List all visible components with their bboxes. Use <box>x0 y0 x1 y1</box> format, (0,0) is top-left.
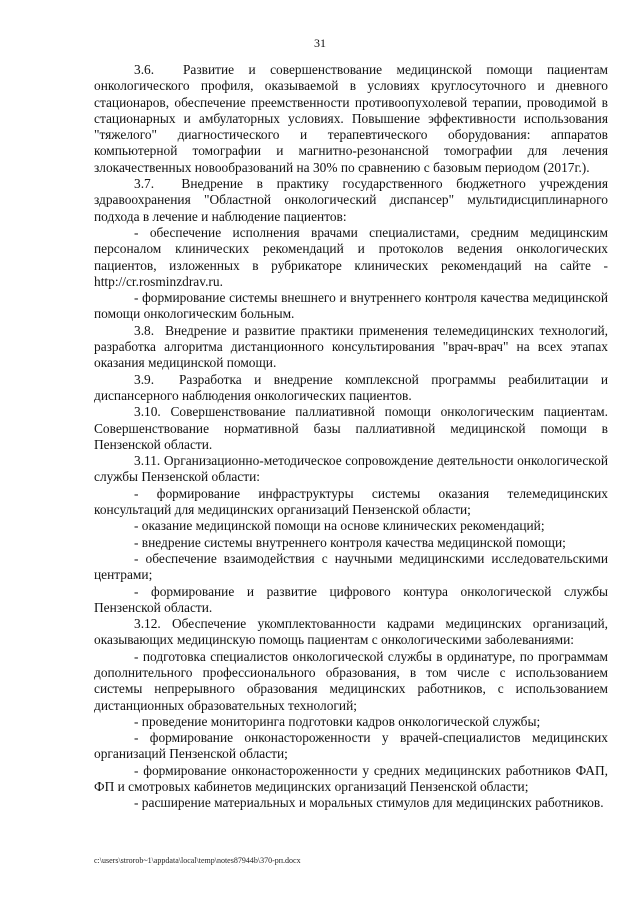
list-item: - формирование онконастороженности у средних медицинских работников ФАП, ФП и смотровых кабинетов медицинских организаций Пензенской области; <box>94 762 608 795</box>
list-item: - формирование онконастороженности у врачей-специалистов медицинских организаций Пензенской области; <box>94 730 608 762</box>
paragraph-3-10: 3.10. Совершенствование паллиативной помощи онкологическим пациентам. Совершенствование нормативной базы паллиативной медицинской помощи в Пензенской области. <box>94 404 608 452</box>
list-item: - формирование системы внешнего и внутреннего контроля качества медицинской помощи онкологическим больным. <box>94 290 608 322</box>
paragraph-3-11: 3.11. Организационно-методическое сопровождение деятельности онкологической службы Пензенской области: <box>94 453 608 485</box>
document-body <box>94 62 608 812</box>
paragraph-3-7: 3.7. Внедрение в практику государственного бюджетного учреждения здравоохранения "Областной онкологический диспансер" мультидисциплинарного подхода в лечение и наблюдение пациентов: <box>94 176 608 224</box>
page-number: 31 <box>314 36 326 50</box>
list-item: - обеспечение взаимодействия с научными медицинскими исследовательскими центрами; <box>94 550 608 583</box>
footer-file-path: c:\users\strorob~1\appdata\local\temp\notes87944b\370-рп.docx <box>94 856 301 865</box>
paragraph-3-9: 3.9. Разработка и внедрение комплексной программы реабилитации и диспансерного наблюдения онкологических пациентов. <box>94 371 608 403</box>
paragraph-3-6: 3.6. Развитие и совершенствование медицинской помощи пациентам онкологического профиля, оказываемой в условиях круглосуточного и дневного стационаров, обеспечение преемственности противоопухолевой терапии, проводимой в стационарных и амбулаторных условиях. Повышение эффективности использования "тяжелого" диагностического и терапевтического оборудования: аппаратов компьютерной томографии и магнитно-резонансной томографии для лечения злокачественных новообразований на 30% по сравнению с базовым периодом (2017г.). <box>94 62 608 175</box>
list-item: - формирование инфраструктуры системы оказания телемедицинских консультаций для медицинских организаций Пензенской области; <box>94 485 608 518</box>
paragraph-3-8: 3.8. Внедрение и развитие практики применения телемедицинских технологий, разработка алгоритма дистанционного консультирования "врач-врач" на всех этапах оказания медицинской помощи. <box>94 322 608 371</box>
list-item: - проведение мониторинга подготовки кадров онкологической службы; <box>134 713 541 729</box>
list-item: - внедрение системы внутреннего контроля качества медицинской помощи; <box>134 534 566 550</box>
paragraph-3-12: 3.12. Обеспечение укомплектованности кадрами медицинских организаций, оказывающих медицинскую помощь пациентам с онкологическими заболеваниями: <box>94 616 608 648</box>
list-item: - обеспечение исполнения врачами специалистами, средним медицинским персоналом клинических рекомендаций и протоколов ведения онкологических пациентов, изложенных в рубрикаторе клинических рекомендаций на сайте - http://cr.rosminzdrav.ru. <box>94 224 608 289</box>
list-item: - подготовка специалистов онкологической службы в ординатуре, по программам дополнительного профессионального образования, в том числе с использованием системы непрерывного образования медицинских работников, с использованием дистанционных образовательных технологий; <box>94 648 608 713</box>
list-item: - оказание медицинской помощи на основе клинических рекомендаций; <box>134 518 545 534</box>
list-item: - формирование и развитие цифрового контура онкологической службы Пензенской области. <box>94 583 608 615</box>
list-item: - расширение материальных и моральных стимулов для медицинских работников. <box>134 795 604 811</box>
